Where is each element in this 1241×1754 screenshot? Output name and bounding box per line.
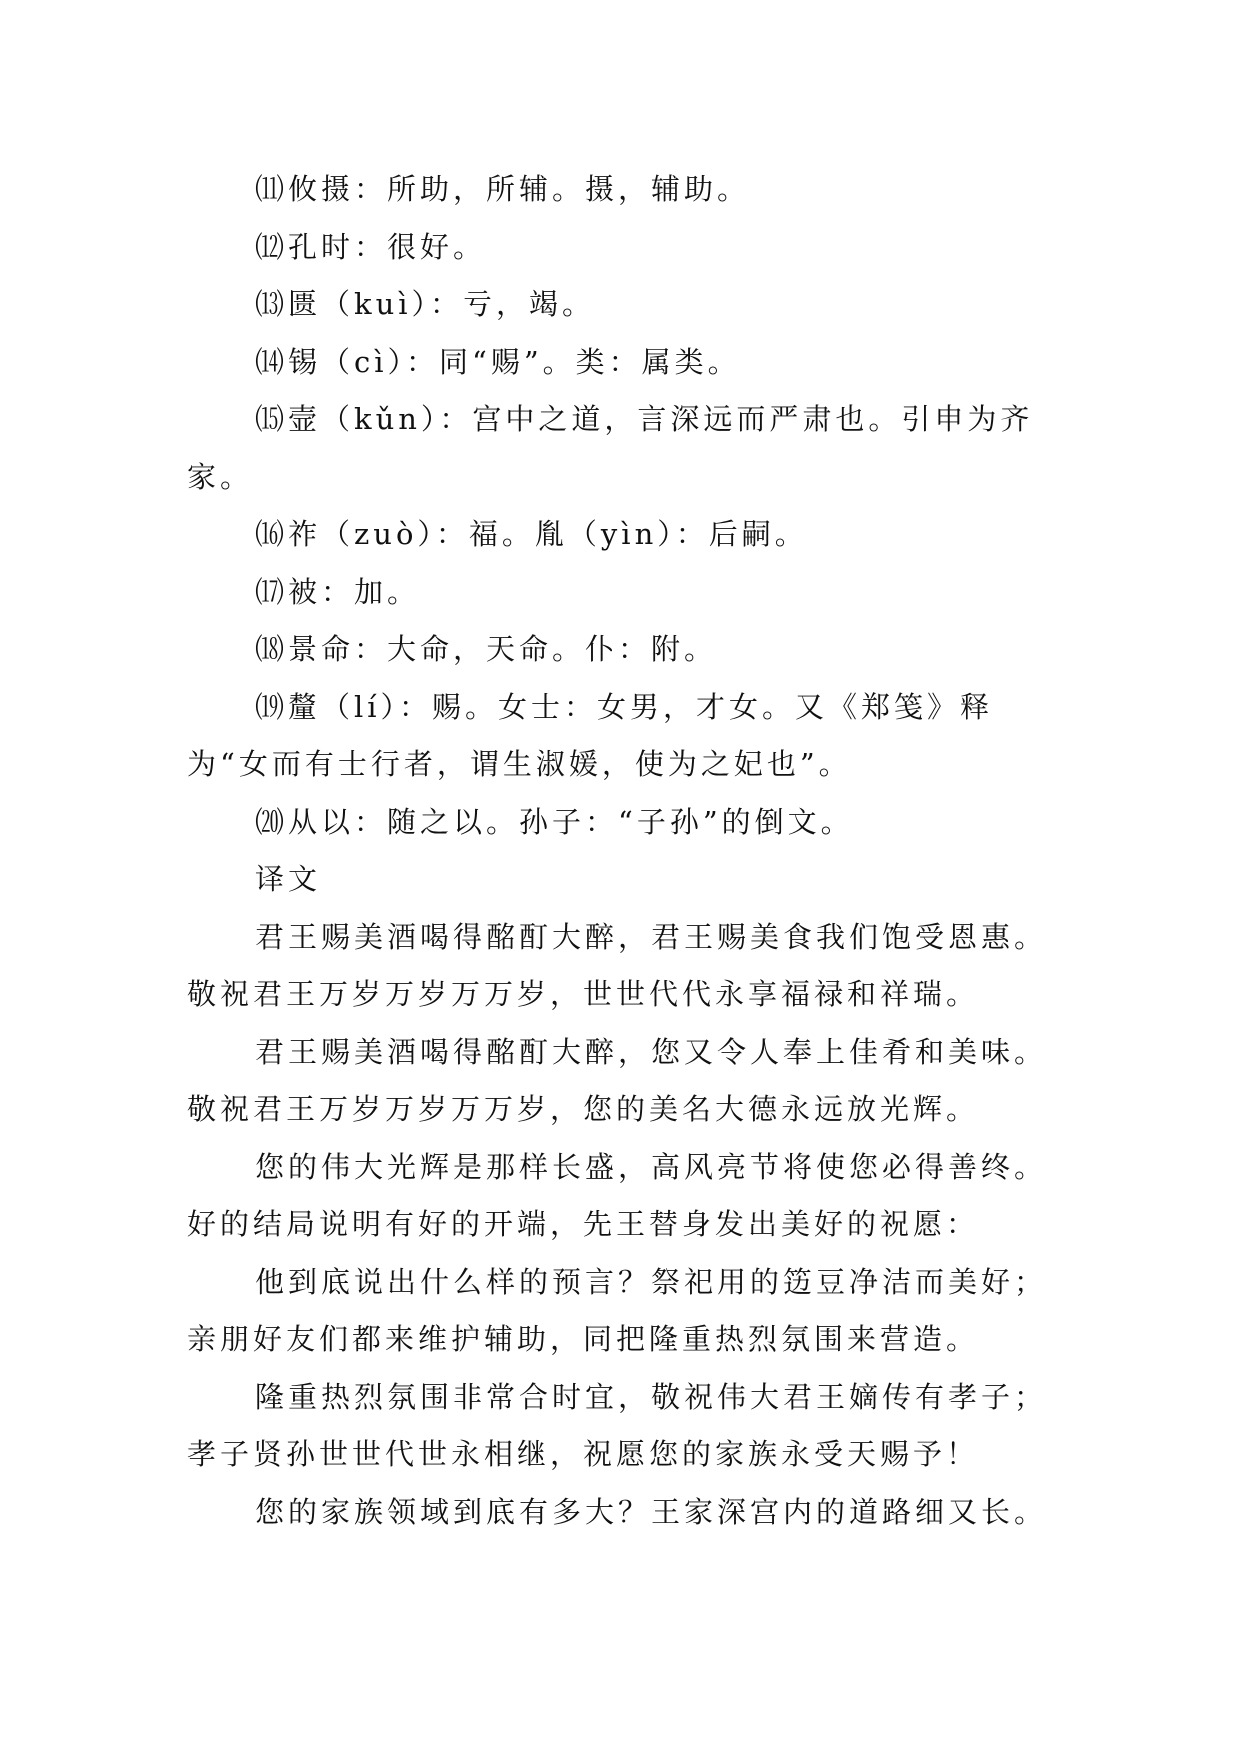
translation-paragraph-4: 他到底说出什么样的预言？祭祀用的笾豆净洁而美好；亲朋好友们都来维护辅助，同把隆重热烈氛围来营造。 [187,1264,1048,1356]
note-11: ⑾攸摄：所助，所辅。摄，辅助。 [255,172,751,206]
note-17: ⒄被：加。 [255,574,421,609]
translation-paragraph-2: 君王赐美酒喝得酩酊大醉，您又令人奉上佳肴和美味。敬祝君王万岁万岁万万岁，您的美名大德永远放光辉。 [187,1034,1048,1126]
translation-paragraph-5: 隆重热烈氛围非常合时宜，敬祝伟大君王嫡传有孝子；孝子贤孙世世代世永相继，祝愿您的家族永受天赐予！ [187,1379,1048,1471]
note-16: ⒃祚（zuò）：福。胤（yìn）：后嗣。 [255,517,808,551]
translation-paragraph-1: 君王赐美酒喝得酩酊大醉，君王赐美食我们饱受恩惠。敬祝君王万岁万岁万万岁，世世代代永享福禄和祥瑞。 [187,919,1048,1011]
translation-paragraph-3: 您的伟大光辉是那样长盛，高风亮节将使您必得善终。好的结局说明有好的开端，先王替身发出美好的祝愿： [187,1149,1048,1241]
note-15: ⒂壸（kǔn）：宫中之道，言深远而严肃也。引申为齐家。 [187,402,1034,494]
note-20: ⒇从以：随之以。孙子：“子孙”的倒文。 [255,804,854,839]
translation-paragraph-6: 您的家族领域到底有多大？王家深宫内的道路细又长。 [255,1494,1048,1529]
document-body [187,161,1067,1541]
note-13: ⒀匮（kuì）：亏，竭。 [255,287,596,321]
translation-heading: 译文 [255,862,322,896]
note-14: ⒁锡（cì）：同“赐”。类：属类。 [255,344,741,379]
note-12: ⑿孔时：很好。 [255,229,487,264]
note-19: ⒆釐（lí）：赐。女士：女男，才女。又《郑笺》释为“女而有士行者，谓生淑媛，使为之妃也”。 [187,689,994,781]
note-18: ⒅景命：大命，天命。仆：附。 [255,632,718,666]
